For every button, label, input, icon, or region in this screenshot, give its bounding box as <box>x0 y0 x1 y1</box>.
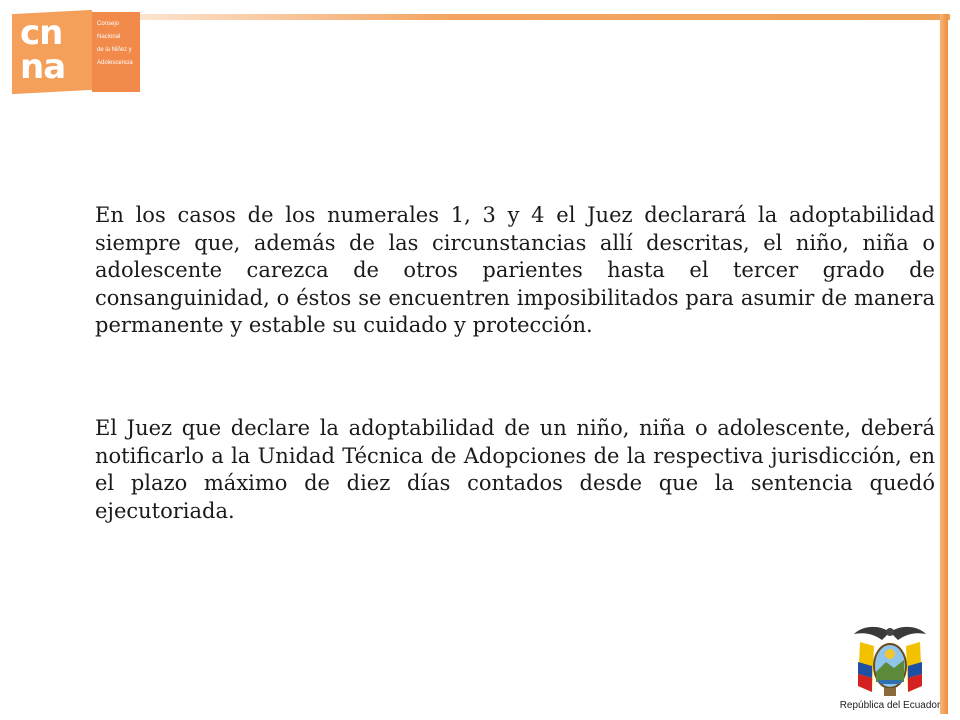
logo-letters <box>20 13 90 87</box>
logo-letters-line1: cn <box>20 13 63 53</box>
decorative-top-border <box>118 14 950 20</box>
logo-caption-line: de la Niñez y <box>97 47 132 53</box>
logo-caption <box>97 18 139 70</box>
body-paragraph-2: El Juez que declare la adoptabilidad de un niño, niña o adolescente, deberá notificarlo a la Unidad Técnica de Adopciones de la respectiva jurisdicción, en el plazo máximo de diez días contados desde que la sentencia quedó ejecutoriada. <box>95 416 935 523</box>
logo-letters-line2: na <box>20 47 66 87</box>
logo-caption-line: Adolescencia <box>97 60 133 66</box>
ecuador-coat-of-arms <box>838 622 942 716</box>
cnna-logo <box>12 12 140 92</box>
logo-caption-line: Consejo <box>97 21 120 27</box>
decorative-right-border <box>940 14 948 714</box>
coat-of-arms-icon <box>838 622 942 700</box>
body-paragraph-1: En los casos de los numerales 1, 3 y 4 el Juez declarará la adoptabilidad siempre que, además de las circunstancias allí descritas, el niño, niña o adolescente carezca de otros parientes hasta el tercer grado de consanguinidad, o éstos se encuentren imposibilitados para asumir de manera permanente y estable su cuidado y protección. <box>95 203 935 337</box>
logo-caption-line: Nacional <box>97 34 121 40</box>
seal-caption: República del Ecuador <box>839 700 941 711</box>
